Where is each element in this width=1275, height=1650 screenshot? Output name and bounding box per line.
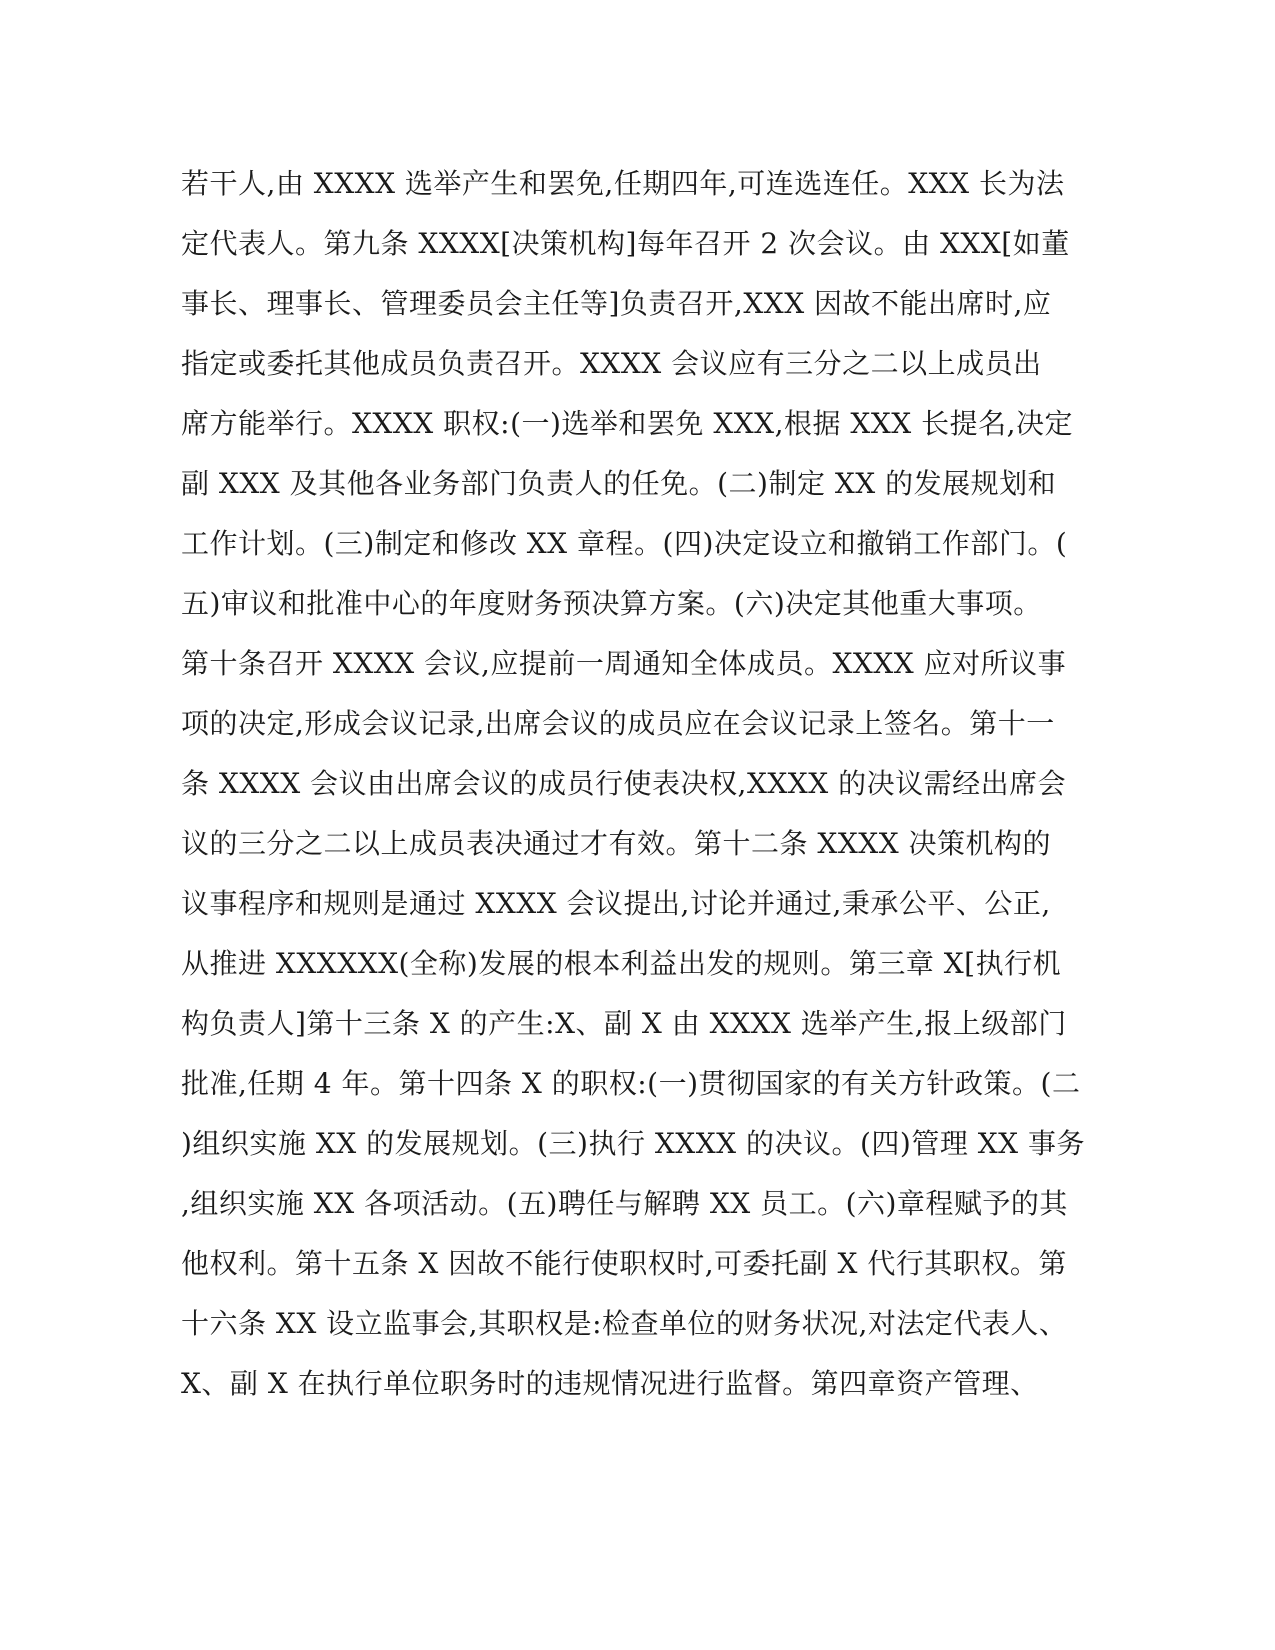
text-line: 事长、理事长、管理委员会主任等]负责召开,XXX 因故不能出席时,应	[181, 287, 1052, 320]
text-line: X、副 X 在执行单位职务时的违规情况进行监督。第四章资产管理、	[181, 1367, 1039, 1400]
text-line: 五)审议和批准中心的年度财务预决算方案。(六)决定其他重大事项。	[181, 587, 1042, 620]
text-line: 批准,任期 4 年。第十四条 X 的职权:(一)贯彻国家的有关方针政策。(二	[181, 1067, 1081, 1100]
text-line: ,组织实施 XX 各项活动。(五)聘任与解聘 XX 员工。(六)章程赋予的其	[181, 1187, 1068, 1220]
body-text	[181, 154, 1085, 1414]
text-line: 条 XXXX 会议由出席会议的成员行使表决权,XXXX 的决议需经出席会	[181, 767, 1067, 800]
text-line: 十六条 XX 设立监事会,其职权是:检查单位的财务状况,对法定代表人、	[181, 1307, 1068, 1340]
text-line: 他权利。第十五条 X 因故不能行使职权时,可委托副 X 代行其职权。第	[181, 1247, 1067, 1280]
text-line: 工作计划。(三)制定和修改 XX 章程。(四)决定设立和撤销工作部门。(	[181, 527, 1068, 560]
text-line: 副 XXX 及其他各业务部门负责人的任免。(二)制定 XX 的发展规划和	[181, 467, 1057, 500]
text-line: 席方能举行。XXXX 职权:(一)选举和罢免 XXX,根据 XXX 长提名,决定	[181, 407, 1074, 440]
text-line: 定代表人。第九条 XXXX[决策机构]每年召开 2 次会议。由 XXX[如董	[181, 227, 1070, 260]
text-line: )组织实施 XX 的发展规划。(三)执行 XXXX 的决议。(四)管理 XX 事务	[181, 1127, 1085, 1160]
text-line: 议事程序和规则是通过 XXXX 会议提出,讨论并通过,秉承公平、公正,	[181, 887, 1051, 920]
text-line: 指定或委托其他成员负责召开。XXXX 会议应有三分之二以上成员出	[181, 347, 1042, 380]
text-line: 第十条召开 XXXX 会议,应提前一周通知全体成员。XXXX 应对所议事	[181, 647, 1067, 680]
text-line: 议的三分之二以上成员表决通过才有效。第十二条 XXXX 决策机构的	[181, 827, 1052, 860]
text-line: 若干人,由 XXXX 选举产生和罢免,任期四年,可连选连任。XXX 长为法	[181, 167, 1065, 200]
text-line: 构负责人]第十三条 X 的产生:X、副 X 由 XXXX 选举产生,报上级部门	[181, 1007, 1067, 1040]
text-line: 项的决定,形成会议记录,出席会议的成员应在会议记录上签名。第十一	[181, 707, 1055, 740]
text-line: 从推进 XXXXXX(全称)发展的根本利益出发的规则。第三章 X[执行机	[181, 947, 1062, 980]
